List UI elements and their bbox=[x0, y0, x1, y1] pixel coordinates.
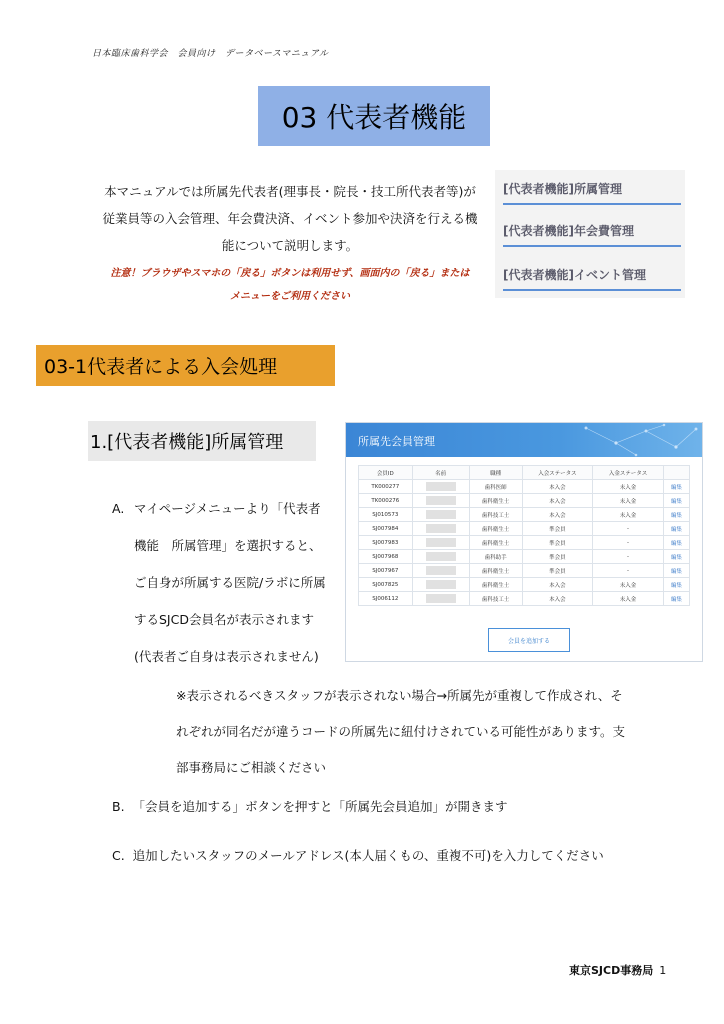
edit-link[interactable]: 編集 bbox=[663, 480, 689, 494]
cell-name-redacted bbox=[412, 508, 469, 522]
cell-pay: - bbox=[593, 536, 664, 550]
side-menu-image bbox=[495, 170, 685, 298]
step-a-line: 機能 所属管理」を選択すると、 bbox=[134, 538, 322, 553]
cell-join: 準会員 bbox=[522, 564, 593, 578]
col-payment-status: 入金ステータス bbox=[593, 466, 664, 480]
table-row bbox=[359, 480, 690, 494]
table-row bbox=[359, 522, 690, 536]
cell-id: SJ006112 bbox=[359, 592, 413, 606]
step-c-text: 追加したいスタッフのメールアドレス(本人届くもの、重複不可)を入力してください bbox=[132, 848, 604, 863]
page-title: 03 代表者機能 bbox=[258, 86, 490, 146]
cell-pay: - bbox=[593, 550, 664, 564]
cell-id: SJ007967 bbox=[359, 564, 413, 578]
col-name: 名前 bbox=[412, 466, 469, 480]
cell-job: 歯科衛生士 bbox=[469, 494, 522, 508]
cell-pay: 未入金 bbox=[593, 592, 664, 606]
note-line: ※表示されるべきスタッフが表示されない場合→所属先が重複して作成され、そ bbox=[176, 688, 623, 703]
cell-join: 準会員 bbox=[522, 550, 593, 564]
footer bbox=[569, 962, 666, 978]
step-b-text: 「会員を追加する」ボタンを押すと「所属先会員追加」が開きます bbox=[132, 799, 508, 814]
table-row bbox=[359, 494, 690, 508]
warning-line: 注意！ブラウザやスマホの「戻る」ボタンは利用せず、画面内の「戻る」または bbox=[110, 268, 470, 279]
cell-join: 準会員 bbox=[522, 522, 593, 536]
edit-link[interactable]: 編集 bbox=[663, 564, 689, 578]
note-text bbox=[176, 678, 666, 786]
cell-job: 歯科技工士 bbox=[469, 508, 522, 522]
cell-job: 歯科医師 bbox=[469, 480, 522, 494]
subsection-title: 1.[代表者機能]所属管理 bbox=[88, 421, 316, 461]
cell-join: 本入会 bbox=[522, 480, 593, 494]
cell-id: TK000277 bbox=[359, 480, 413, 494]
cell-name-redacted bbox=[412, 564, 469, 578]
table-row bbox=[359, 578, 690, 592]
table-row bbox=[359, 592, 690, 606]
intro-text bbox=[84, 178, 496, 259]
cell-name-redacted bbox=[412, 522, 469, 536]
cell-id: SJ007984 bbox=[359, 522, 413, 536]
step-b bbox=[112, 797, 508, 815]
intro-line: 本マニュアルでは所属先代表者(理事長・院長・技工所代表者等)が bbox=[104, 184, 476, 199]
cell-pay: 未入金 bbox=[593, 494, 664, 508]
cell-name-redacted bbox=[412, 480, 469, 494]
edit-link[interactable]: 編集 bbox=[663, 592, 689, 606]
step-a-line: ご自身が所属する医院/ラボに所属 bbox=[134, 575, 326, 590]
screenshot-member-management bbox=[345, 422, 703, 662]
cell-id: SJ007968 bbox=[359, 550, 413, 564]
menu-item-annual-fee[interactable]: [代表者機能]年会費管理 bbox=[503, 222, 681, 247]
cell-join: 本入会 bbox=[522, 508, 593, 522]
step-marker: B. bbox=[112, 799, 125, 814]
cell-id: SJ010573 bbox=[359, 508, 413, 522]
step-marker: C. bbox=[112, 848, 125, 863]
table-row bbox=[359, 550, 690, 564]
edit-link[interactable]: 編集 bbox=[663, 508, 689, 522]
screenshot-title: 所属先会員管理 bbox=[358, 435, 435, 448]
menu-item-affiliation[interactable]: [代表者機能]所属管理 bbox=[503, 180, 681, 205]
col-job: 職種 bbox=[469, 466, 522, 480]
document-header: 日本臨床歯科学会 会員向け データベースマニュアル bbox=[92, 49, 329, 59]
page-number: 1 bbox=[659, 964, 667, 977]
cell-pay: 未入金 bbox=[593, 480, 664, 494]
cell-pay: 未入金 bbox=[593, 578, 664, 592]
cell-job: 歯科衛生士 bbox=[469, 522, 522, 536]
cell-join: 本入会 bbox=[522, 578, 593, 592]
cell-join: 本入会 bbox=[522, 592, 593, 606]
edit-link[interactable]: 編集 bbox=[663, 578, 689, 592]
cell-pay: - bbox=[593, 564, 664, 578]
intro-line: 能について説明します。 bbox=[221, 238, 359, 253]
step-a-line: (代表者ご自身は表示されません) bbox=[134, 649, 319, 664]
note-line: 部事務局にご相談ください bbox=[176, 760, 327, 775]
cell-job: 歯科助手 bbox=[469, 550, 522, 564]
step-a-line: マイページメニューより「代表者 bbox=[134, 501, 321, 516]
step-a bbox=[112, 490, 352, 675]
cell-name-redacted bbox=[412, 592, 469, 606]
col-edit bbox=[663, 466, 689, 480]
cell-job: 歯科衛生士 bbox=[469, 578, 522, 592]
cell-job: 歯科技工士 bbox=[469, 592, 522, 606]
cell-name-redacted bbox=[412, 536, 469, 550]
note-line: れぞれが同名だが違うコードの所属先に紐付けされている可能性があります。支 bbox=[176, 724, 626, 739]
edit-link[interactable]: 編集 bbox=[663, 522, 689, 536]
step-c bbox=[112, 846, 604, 864]
menu-item-event[interactable]: [代表者機能]イベント管理 bbox=[503, 266, 681, 291]
cell-id: SJ007825 bbox=[359, 578, 413, 592]
cell-join: 本入会 bbox=[522, 494, 593, 508]
warning-text bbox=[84, 262, 496, 308]
intro-line: 従業員等の入会管理、年会費決済、イベント参加や決済を行える機 bbox=[102, 211, 478, 226]
cell-job: 歯科衛生士 bbox=[469, 536, 522, 550]
table-row bbox=[359, 536, 690, 550]
cell-name-redacted bbox=[412, 494, 469, 508]
step-a-line: するSJCD会員名が表示されます bbox=[134, 612, 314, 627]
add-member-button[interactable]: 会員を追加する bbox=[488, 628, 570, 652]
cell-id: SJ007983 bbox=[359, 536, 413, 550]
cell-pay: 未入金 bbox=[593, 508, 664, 522]
table-row bbox=[359, 564, 690, 578]
edit-link[interactable]: 編集 bbox=[663, 550, 689, 564]
warning-line: メニューをご利用ください bbox=[230, 291, 350, 302]
cell-id: TK000276 bbox=[359, 494, 413, 508]
edit-link[interactable]: 編集 bbox=[663, 494, 689, 508]
cell-job: 歯科衛生士 bbox=[469, 564, 522, 578]
step-marker: A. bbox=[112, 501, 125, 516]
col-member-id: 会員ID bbox=[359, 466, 413, 480]
cell-name-redacted bbox=[412, 550, 469, 564]
member-table bbox=[358, 465, 690, 606]
section-title: 03-1代表者による入会処理 bbox=[36, 345, 335, 386]
cell-name-redacted bbox=[412, 578, 469, 592]
col-join-status: 入会ステータス bbox=[522, 466, 593, 480]
cell-pay: - bbox=[593, 522, 664, 536]
footer-office: 東京SJCD事務局 bbox=[569, 964, 654, 977]
cell-join: 準会員 bbox=[522, 536, 593, 550]
table-header-row bbox=[359, 466, 690, 480]
edit-link[interactable]: 編集 bbox=[663, 536, 689, 550]
table-row bbox=[359, 508, 690, 522]
screenshot-header bbox=[346, 423, 702, 457]
